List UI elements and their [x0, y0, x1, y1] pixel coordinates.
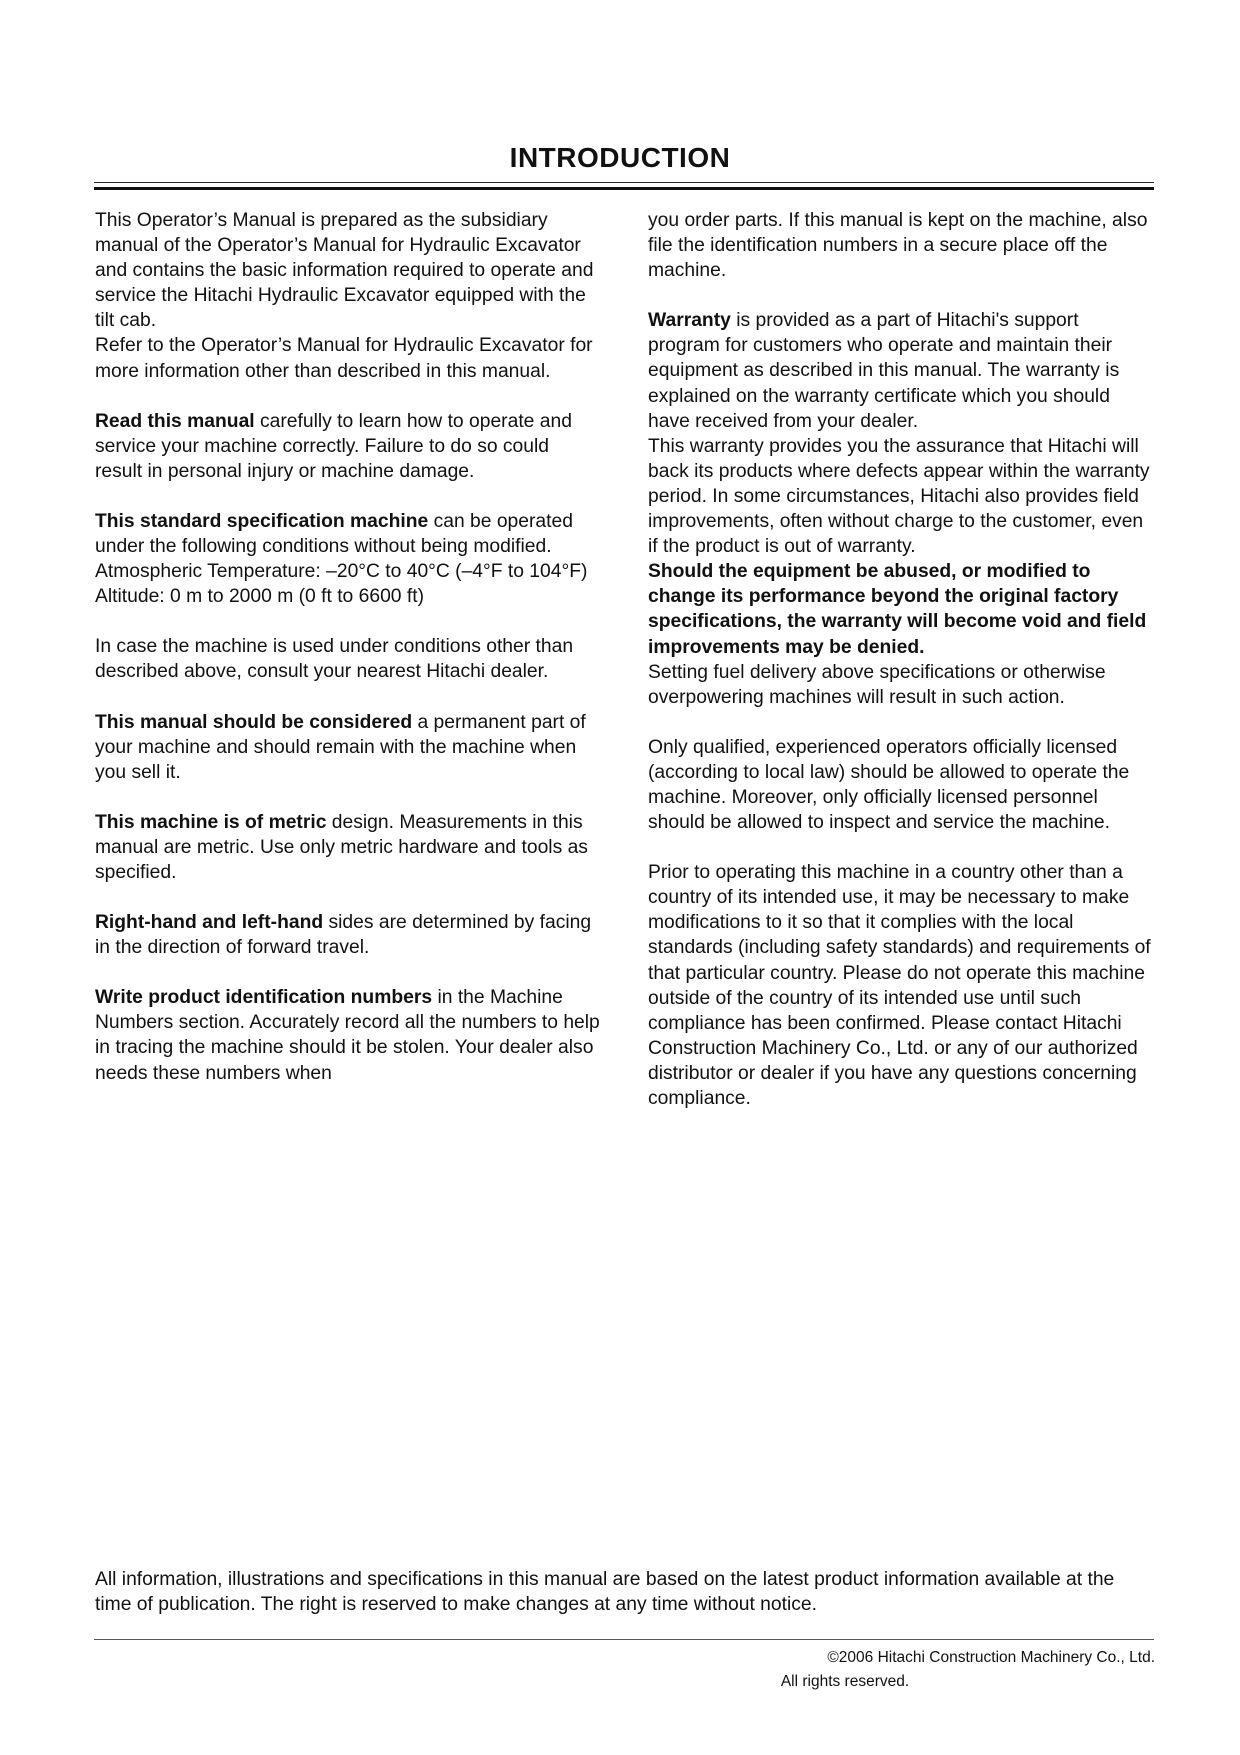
- rights-reserved: All rights reserved.: [780, 1673, 910, 1690]
- footer-disclaimer: All information, illustrations and specifications in this manual are based on the latest product information available at the time of publication. The right is reserved to make changes at any time without notice.: [95, 1569, 1115, 1616]
- atmospheric-temperature-spec: Atmospheric Temperature: –20°C to 40°C (–4°F to 104°F): [95, 561, 588, 583]
- left-column: [95, 208, 600, 1086]
- bold-lead-read-this-manual: Read this manual: [95, 410, 255, 432]
- paragraph-country-compliance: Prior to operating this machine in a country other than a country of its intended use, it may be necessary to make modifications to it so that it complies with the local standards (including safety standards) and requirements of that particular country. Please do not operate this machine outside of the country of its intended use until such compliance has been confirmed. Please contact Hitachi Construction Machinery Co., Ltd. or any of our authorized distributor or dealer if you have any questions concerning compliance.: [648, 862, 1151, 1109]
- bold-lead-right-left-hand: Right-hand and left-hand: [95, 912, 324, 934]
- paragraph-text: carefully to learn how to operate and service your machine correctly. Failure to do so could result in personal injury or machine damage.: [95, 410, 572, 482]
- paragraph-refer-to-manual: Refer to the Operator’s Manual for Hydraulic Excavator for more information other than described in this manual.: [95, 335, 593, 382]
- paragraph-right-left-hand: [95, 910, 600, 960]
- paragraph-permanent-part: [95, 710, 600, 785]
- paragraph-warranty: [648, 308, 1154, 433]
- altitude-spec: Altitude: 0 m to 2000 m (0 ft to 6600 ft): [95, 586, 425, 608]
- paragraph-other-conditions: In case the machine is used under conditions other than described above, consult your nearest Hitachi dealer.: [95, 636, 574, 683]
- bold-lead-metric: This machine is of metric: [95, 811, 327, 833]
- paragraph-warranty-assurance: This warranty provides you the assurance that Hitachi will back its products where defects appear within the warranty period. In some circumstances, Hitachi also provides field improvements, often without charge to the customer, even if the product is out of warranty.: [648, 435, 1150, 558]
- paragraph-standard-specification: [95, 509, 600, 559]
- title-divider-thin: [94, 182, 1154, 183]
- warranty-void-warning: Should the equipment be abused, or modified to change its performance beyond the original factory specifications, the warranty will become void and field improvements may be denied.: [648, 561, 1147, 658]
- paragraph-text: a permanent part of your machine and should remain with the machine when you sell it.: [95, 711, 586, 783]
- paragraph-metric-design: [95, 810, 600, 885]
- paragraph-fuel-delivery: Setting fuel delivery above specifications or otherwise overpowering machines will result in such action.: [648, 661, 1106, 708]
- paragraph-text: can be operated under the following conditions without being modified.: [95, 510, 573, 558]
- footer-divider: [94, 1639, 1154, 1640]
- paragraph-read-this-manual: [95, 409, 600, 484]
- paragraph-order-parts: you order parts. If this manual is kept on the machine, also file the identification numbers in a secure place off the machine.: [648, 210, 1148, 282]
- bold-lead-manual-considered: This manual should be considered: [95, 711, 413, 733]
- page-title: INTRODUCTION: [509, 142, 731, 173]
- title-divider-thick: [94, 187, 1154, 190]
- bold-lead-standard-specification: This standard specification machine: [95, 510, 429, 532]
- bold-lead-identification-numbers: Write product identification numbers: [95, 987, 433, 1009]
- paragraph-text: design. Measurements in this manual are metric. Use only metric hardware and tools as specified.: [95, 811, 588, 883]
- paragraph-text: is provided as a part of Hitachi's support program for customers who operate and maintain their equipment as described in this manual. The warranty is explained on the warranty certificate which you should have received from your dealer.: [648, 310, 1120, 432]
- right-column: [648, 208, 1154, 1111]
- bold-lead-warranty: Warranty: [648, 310, 731, 332]
- paragraph-subsidiary-manual: This Operator’s Manual is prepared as the subsidiary manual of the Operator’s Manual for Hydraulic Excavator and contains the basic information required to operate and service the Hitachi Hydraulic Excavator equipped with the tilt cab.: [95, 210, 594, 332]
- paragraph-identification-numbers: [95, 985, 600, 1085]
- paragraph-qualified-operators: Only qualified, experienced operators officially licensed (according to local law) should be allowed to operate the machine. Moreover, only officially licensed personnel should be allowed to inspect and service the machine.: [648, 736, 1130, 834]
- copyright-notice: ©2006 Hitachi Construction Machinery Co., Ltd.: [827, 1649, 1155, 1666]
- paragraph-text: in the Machine Numbers section. Accurately record all the numbers to help in tracing the machine should it be stolen. Your dealer also needs these numbers when: [95, 987, 600, 1084]
- paragraph-text: sides are determined by facing in the direction of forward travel.: [95, 912, 592, 959]
